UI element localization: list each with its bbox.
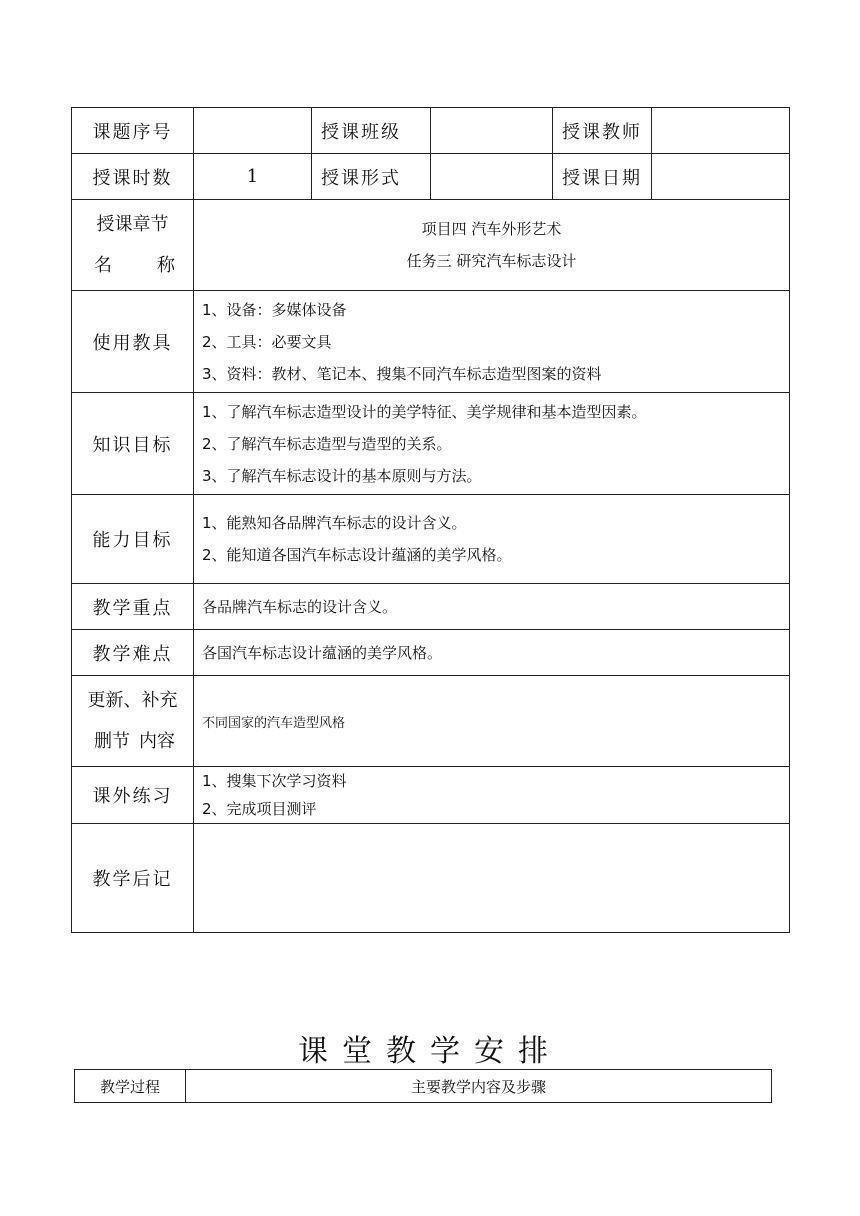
tools-line-1: 1、设备：多媒体设备 (202, 300, 347, 319)
updates-label-line2 (72, 721, 193, 762)
knowledge-line-2: 2、了解汽车标志造型与造型的关系。 (202, 434, 452, 453)
key-points-value: 各品牌汽车标志的设计含义。 (194, 584, 790, 630)
chapter-label-line1: 授课章节 (96, 214, 169, 235)
table-row (72, 584, 790, 630)
knowledge-line-1: 1、了解汽车标志造型设计的美学特征、美学规律和基本造型因素。 (202, 402, 647, 421)
key-points-label: 教学重点 (72, 584, 194, 630)
schedule-header-content: 主要教学内容及步骤 (186, 1070, 772, 1103)
form-value (431, 154, 553, 200)
class-label: 授课班级 (312, 108, 431, 154)
chapter-label-line2-b: 称 (157, 255, 175, 276)
homework-line-2: 2、完成项目测评 (202, 800, 317, 818)
chapter-line-1: 项目四 汽车外形艺术 (421, 220, 562, 238)
homework-label: 课外练习 (72, 767, 194, 824)
date-value (652, 154, 790, 200)
chapter-label-line2 (72, 245, 193, 286)
table-row (75, 1070, 772, 1103)
homework-value (194, 767, 790, 824)
knowledge-goals-value (194, 393, 790, 495)
postscript-value (194, 824, 790, 933)
form-label: 授课形式 (312, 154, 431, 200)
table-row (72, 824, 790, 933)
postscript-label: 教学后记 (72, 824, 194, 933)
hours-label: 授课时数 (72, 154, 194, 200)
table-row (72, 676, 790, 767)
chapter-line-2: 任务三 研究汽车标志设计 (406, 252, 577, 270)
ability-line-1: 1、能熟知各品牌汽车标志的设计含义。 (202, 514, 467, 532)
tools-label: 使用教具 (72, 291, 194, 393)
table-row (72, 393, 790, 495)
difficulties-label: 教学难点 (72, 630, 194, 676)
chapter-label-line2-a: 名 (94, 255, 112, 276)
tools-line-3: 3、资料：教材、笔记本、搜集不同汽车标志造型图案的资料 (202, 364, 602, 383)
class-value (431, 108, 553, 154)
topic-no-label: 课题序号 (72, 108, 194, 154)
updates-label-line1: 更新、补充 (87, 690, 178, 711)
date-label: 授课日期 (553, 154, 652, 200)
knowledge-line-3: 3、了解汽车标志设计的基本原则与方法。 (202, 466, 482, 485)
difficulties-value: 各国汽车标志设计蕴涵的美学风格。 (194, 630, 790, 676)
table-row (72, 154, 790, 200)
teacher-label: 授课教师 (553, 108, 652, 154)
updates-label-line2-b: 内容 (139, 731, 175, 752)
lesson-info-table (71, 107, 790, 933)
hours-value: 1 (194, 154, 312, 200)
table-row (72, 767, 790, 824)
chapter-label (72, 200, 194, 291)
section-title: 课堂教学安排 (298, 1034, 562, 1069)
table-row (72, 200, 790, 291)
tools-value (194, 291, 790, 393)
table-row (72, 495, 790, 584)
chapter-value (194, 200, 790, 291)
updates-label-line2-a: 删节 (94, 731, 130, 752)
ability-goals-label: 能力目标 (72, 495, 194, 584)
homework-line-1: 1、搜集下次学习资料 (202, 772, 347, 790)
table-row (72, 630, 790, 676)
teacher-value (652, 108, 790, 154)
updates-value: 不同国家的汽车造型风格 (194, 676, 790, 767)
table-row (72, 108, 790, 154)
table-row (72, 291, 790, 393)
schedule-header-process: 教学过程 (75, 1070, 186, 1103)
tools-line-2: 2、工具：必要文具 (202, 332, 332, 351)
ability-line-2: 2、能知道各国汽车标志设计蕴涵的美学风格。 (202, 546, 512, 564)
updates-label (72, 676, 194, 767)
topic-no-value (194, 108, 312, 154)
knowledge-goals-label: 知识目标 (72, 393, 194, 495)
schedule-table (74, 1069, 772, 1103)
ability-goals-value (194, 495, 790, 584)
